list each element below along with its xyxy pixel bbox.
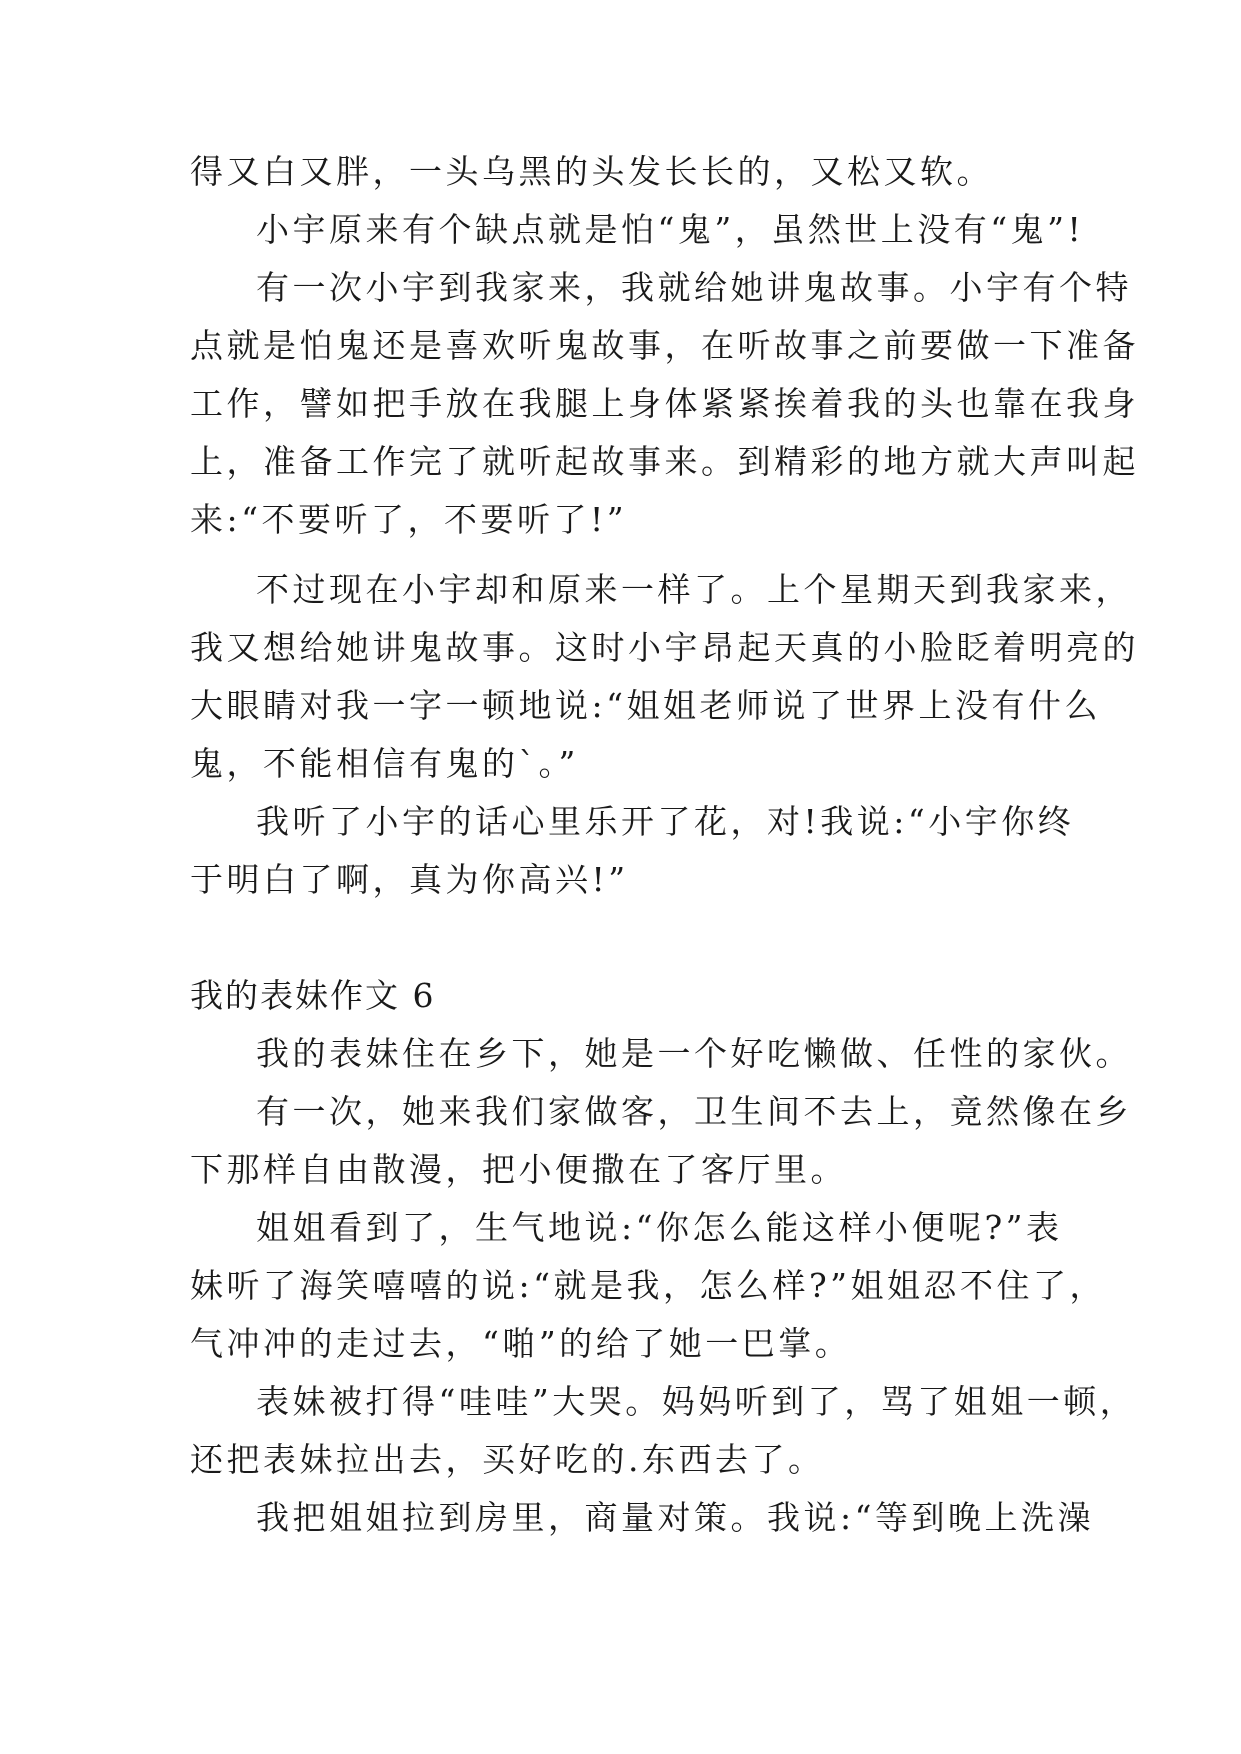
text-line: 我听了小宇的话心里乐开了花，对!我说:“小宇你终: [256, 802, 1075, 841]
text-line: 下那样自由散漫，把小便撒在了客厅里。: [190, 1150, 847, 1189]
text-line: 不过现在小宇却和原来一样了。上个星期天到我家来，: [256, 570, 1132, 609]
text-line: 大眼睛对我一字一顿地说:“姐姐老师说了世界上没有什么: [190, 686, 1101, 725]
text-line: 气冲冲的走过去，“啪”的给了她一巴掌。: [190, 1324, 852, 1363]
text-line: 于明白了啊，真为你高兴!”: [190, 860, 629, 899]
text-line: 工作，譬如把手放在我腿上身体紧紧挨着我的头也靠在我身: [190, 384, 1139, 423]
text-line: 上，准备工作完了就听起故事来。到精彩的地方就大声叫起: [190, 442, 1139, 481]
text-line: 妹听了海笑嘻嘻的说:“就是我，怎么样?”姐姐忍不住了，: [190, 1266, 1107, 1305]
text-line: 我把姐姐拉到房里，商量对策。我说:“等到晚上洗澡: [256, 1498, 1094, 1537]
text-line: 有一次，她来我们家做客，卫生间不去上，竟然像在乡: [256, 1092, 1132, 1131]
section-heading: 我的表妹作文 6: [190, 976, 436, 1015]
text-line: 姐姐看到了，生气地说:“你怎么能这样小便呢?”表: [256, 1208, 1063, 1247]
text-line: 我的表妹住在乡下，她是一个好吃懒做、任性的家伙。: [256, 1034, 1132, 1073]
text-line: 鬼，不能相信有鬼的`。”: [190, 744, 579, 783]
text-line: 小宇原来有个缺点就是怕“鬼”，虽然世上没有“鬼”!: [256, 210, 1085, 249]
text-line: 有一次小宇到我家来，我就给她讲鬼故事。小宇有个特: [256, 268, 1132, 307]
text-line: 得又白又胖，一头乌黑的头发长长的，又松又软。: [190, 152, 993, 191]
text-line: 来:“不要听了，不要听了!”: [190, 500, 628, 539]
text-line: 我又想给她讲鬼故事。这时小宇昂起天真的小脸眨着明亮的: [190, 628, 1139, 667]
text-line: 还把表妹拉出去，买好吃的.东西去了。: [190, 1440, 825, 1479]
text-line: 表妹被打得“哇哇”大哭。妈妈听到了，骂了姐姐一顿，: [256, 1382, 1137, 1421]
text-line: 点就是怕鬼还是喜欢听鬼故事，在听故事之前要做一下准备: [190, 326, 1139, 365]
